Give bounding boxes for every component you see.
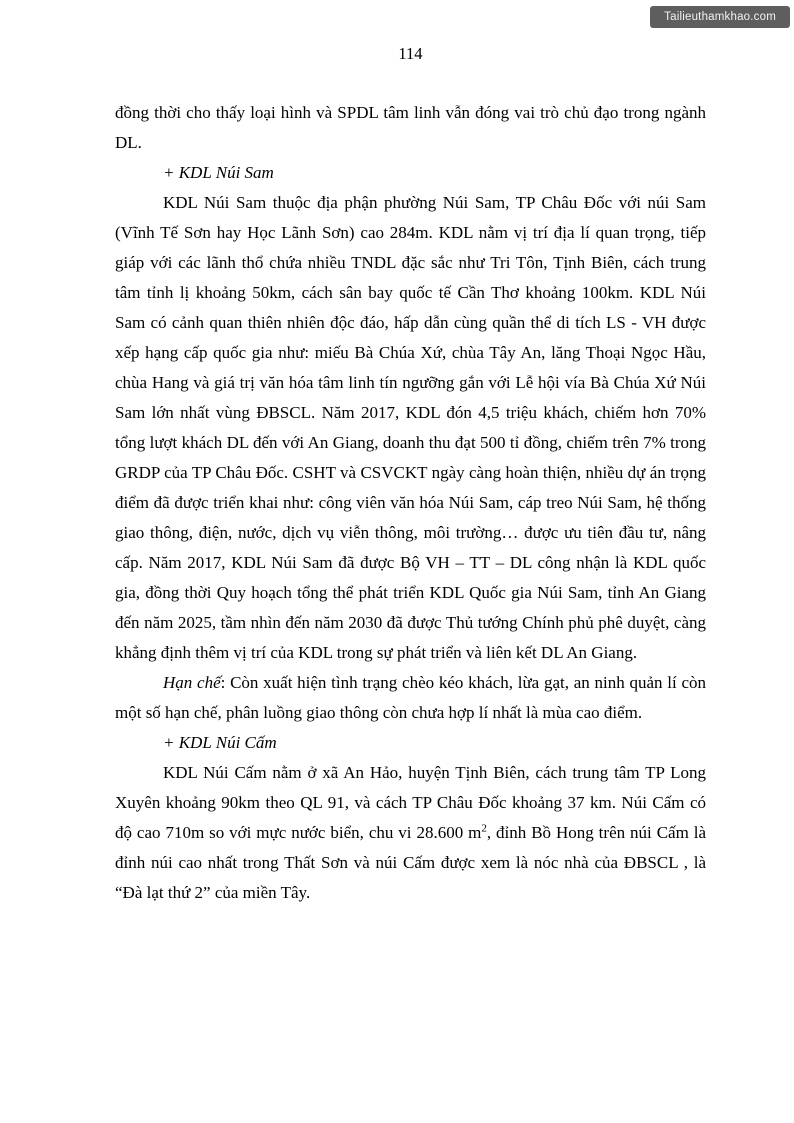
text-run: : Còn xuất hiện tình trạng chèo kéo khách, lừa gạt, an ninh quản lí còn một số hạn chế, phân luồng giao thông còn chưa hợp lí nhất là mùa cao điểm. [115, 673, 706, 722]
text-run: đồng thời cho thấy loại hình và SPDL tâm linh vẫn đóng vai trò chủ đạo trong ngành DL. [115, 103, 706, 152]
paragraph [115, 188, 706, 668]
text-run: KDL Núi Sam thuộc địa phận phường Núi Sam, TP Châu Đốc với núi Sam (Vĩnh Tế Sơn hay Học Lãnh Sơn) cao 284m. KDL nằm vị trí địa lí quan trọng, tiếp giáp với các lãnh thổ chứa nhiều TNDL đặc sắc như Tri Tôn, Tịnh Biên, cách trung tâm tỉnh lị khoảng 50km, cách sân bay quốc tế Cần Thơ khoảng 100km. KDL Núi Sam có cảnh quan thiên nhiên độc đáo, hấp dẫn cùng quần thể di tích LS - VH được xếp hạng cấp quốc gia như: miếu Bà Chúa Xứ, chùa Tây An, lăng Thoại Ngọc Hầu, chùa Hang và giá trị văn hóa tâm linh tín ngưỡng gắn với Lễ hội vía Bà Chúa Xứ Núi Sam lớn nhất vùng ĐBSCL. Năm 2017, KDL đón 4,5 triệu khách, chiếm hơn 70% tổng lượt khách DL đến với An Giang, doanh thu đạt 500 tỉ đồng, chiếm trên 7% trong GRDP của TP Châu Đốc. CSHT và CSVCKT ngày càng hoàn thiện, nhiều dự án trọng điểm đã được triển khai như: công viên văn hóa Núi Sam, cáp treo Núi Sam, hệ thống giao thông, điện, nước, dịch vụ viễn thông, môi trường… được ưu tiên đầu tư, nâng cấp. Năm 2017, KDL Núi Sam đã được Bộ VH – TT – DL công nhận là KDL quốc gia, đồng thời Quy hoạch tổng thể phát triển KDL Quốc gia Núi Sam, tỉnh An Giang đến năm 2025, tầm nhìn đến năm 2030 đã được Thủ tướng Chính phủ phê duyệt, càng khẳng định thêm vị trí của KDL trong sự phát triển và liên kết DL An Giang. [115, 193, 706, 662]
paragraph [115, 758, 706, 908]
text-run: KDL Núi Cấm nằm ở xã An Hảo, huyện Tịnh Biên, cách trung tâm TP Long Xuyên khoảng 90km theo QL 91, và cách TP Châu Đốc khoảng 37 km. Núi Cấm có độ cao 710m so với mực nước biển, chu vi 28.600 m [115, 763, 706, 842]
watermark-badge: Tailieuthamkhao.com [650, 6, 790, 28]
page-number: 114 [398, 44, 423, 63]
text-run: Hạn chế [163, 673, 221, 692]
text-run: + KDL Núi Cấm [163, 733, 277, 752]
section-heading [115, 728, 706, 758]
paragraph [115, 98, 706, 158]
document-body [115, 98, 706, 908]
text-run: + KDL Núi Sam [163, 163, 274, 182]
section-heading [115, 158, 706, 188]
paragraph [115, 668, 706, 728]
text-run: , đỉnh Bồ Hong trên núi Cấm là đỉnh núi cao nhất trong Thất Sơn và núi Cấm được xem là nóc nhà của ĐBSCL , là “Đà lạt thứ 2” của miền Tây. [115, 823, 707, 902]
text-run: 2 [481, 822, 487, 835]
